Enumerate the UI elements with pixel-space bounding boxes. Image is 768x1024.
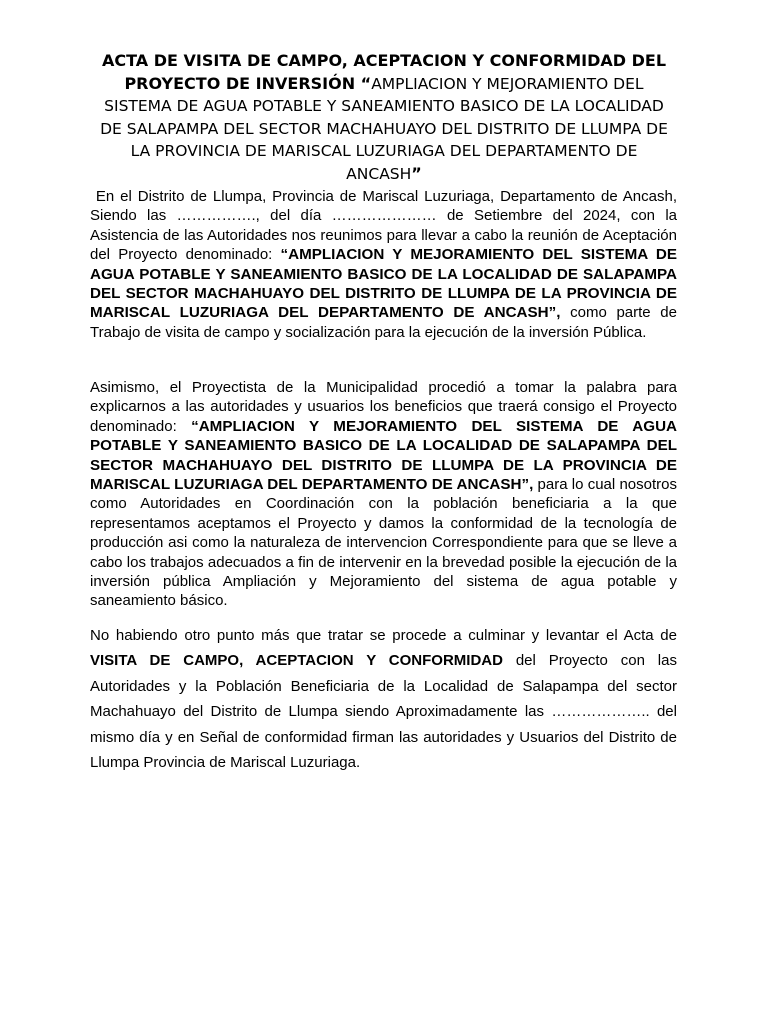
paragraph2-text-a: Asimismo, el Proyectista de la Municipalidad procedió a tomar la palabra para explicarnos a las autoridades y usuarios los beneficios que traerá consigo el Proyecto denominado:	[90, 379, 677, 435]
paragraph-meeting-intro	[90, 187, 677, 342]
paragraph3-acta-name: VISITA DE CAMPO, ACEPTACION Y CONFORMIDAD	[90, 652, 503, 670]
paragraph1-text-a: En el Distrito de Llumpa, Provincia de Mariscal Luzuriaga, Departamento de Ancash, Siendo las ……………., del día ………………… de Setiembre del 2024, con la Asistencia de las Autoridades nos reunimos para llevar a cabo la reunión de Aceptación del Proyecto denominado:	[90, 188, 677, 264]
paragraph3-text-a: No habiendo otro punto más que tratar se procede a culminar y levantar el Acta de	[90, 627, 677, 644]
paragraph2-project-name: “AMPLIACION Y MEJORAMIENTO DEL SISTEMA DE AGUA POTABLE Y SANEAMIENTO BASICO DE LA LOCALIDAD DE SALAPAMPA DEL SECTOR MACHAHUAYO DEL DISTRITO DE LLUMPA DE LA PROVINCIA DE MARISCAL LUZURIAGA DEL DEPARTAMENTO DE ANCASH”,	[90, 417, 678, 494]
document-title	[92, 50, 676, 186]
paragraph1-text-b: como parte de Trabajo de visita de campo y socialización para la ejecución de la inversión Pública.	[90, 304, 677, 341]
paragraph3-text-b: del Proyecto con las Autoridades y la Población Beneficiaria de la Localidad de Salapampa del sector Machahuayo del Distrito de Llumpa siendo Aproximadamente las ……………….. del mismo día y en Señal de conformidad firman las autoridades y Usuarios del Distrito de Llumpa Provincia de Mariscal Luzuriaga.	[90, 652, 677, 772]
title-project-name: AMPLIACION Y MEJORAMIENTO DEL SISTEMA DE AGUA POTABLE Y SANEAMIENTO BASICO DE LA LOCALIDAD DE SALAPAMPA DEL SECTOR MACHAHUAYO DEL DISTRITO DE LLUMPA DE LA PROVINCIA DE MARISCAL LUZURIAGA DEL DEPARTAMENTO DE ANCASH	[100, 74, 668, 183]
paragraph2-text-b: para lo cual nosotros como Autoridades en Coordinación con la población beneficiaria a la que representamos aceptamos el Proyecto y damos la conformidad de la tecnología de producción asi como la naturaleza de intervencion Correspondiente para que se lleve a cabo los trabajos adecuados a fin de intervenir en la brevedad posible la ejecución de la inversión pública Ampliación y Mejoramiento del sistema de agua potable y saneamiento básico.	[90, 476, 677, 610]
paragraph-project-explanation	[90, 378, 677, 611]
paragraph-closing	[90, 623, 677, 775]
title-bold-part: ACTA DE VISITA DE CAMPO, ACEPTACION Y CONFORMIDAD DEL PROYECTO DE INVERSIÓN “	[101, 51, 667, 93]
title-close-quote: ”	[411, 163, 422, 183]
paragraph1-project-name: “AMPLIACION Y MEJORAMIENTO DEL SISTEMA DE AGUA POTABLE Y SANEAMIENTO BASICO DE LA LOCALIDAD DE SALAPAMPA DEL SECTOR MACHAHUAYO DEL DISTRITO DE LLUMPA DE LA PROVINCIA DE MARISCAL LUZURIAGA DEL DEPARTAMENTO DE ANCASH”,	[90, 246, 678, 322]
